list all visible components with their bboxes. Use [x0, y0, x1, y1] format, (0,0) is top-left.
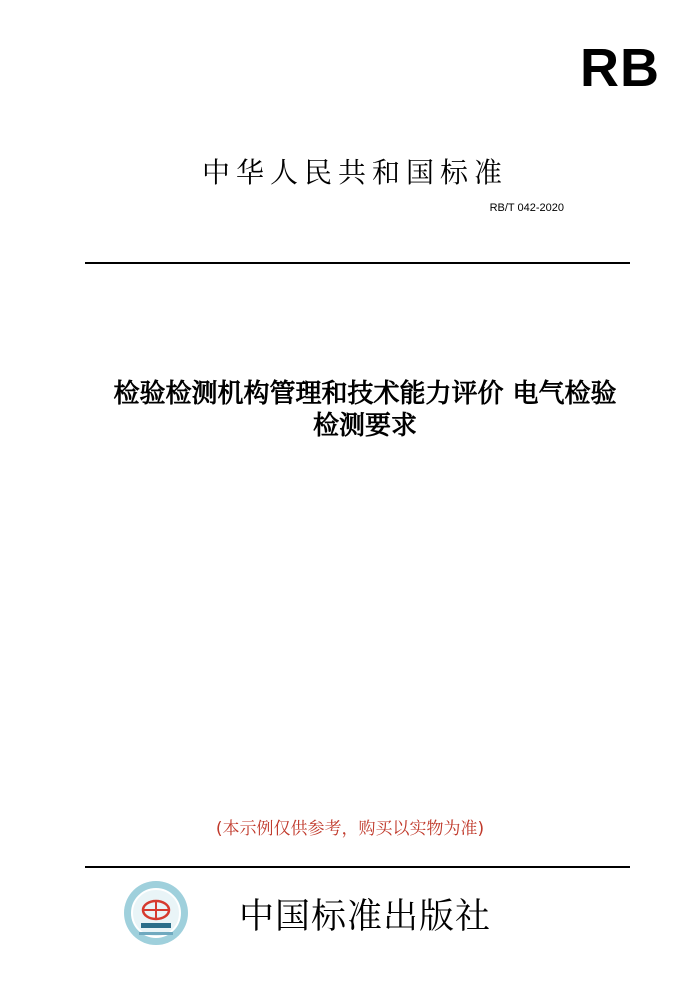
document-title — [55, 378, 675, 442]
standard-number: RB/T 042-2020 — [489, 202, 564, 214]
sample-note: (本示例仅供参考，购买以实物为准) — [215, 819, 485, 839]
rb-mark: RB — [580, 38, 660, 98]
bottom-divider — [85, 866, 630, 868]
publisher-name: 中国标准出版社 — [238, 897, 491, 937]
title-line-1: 检验检测机构管理和技术能力评价 电气检验 — [113, 379, 617, 409]
title-line-2: 检测要求 — [312, 411, 417, 441]
top-divider — [85, 262, 630, 264]
publisher-logo-icon — [123, 880, 189, 946]
standard-header: 中华人民共和国标准 — [201, 156, 508, 189]
